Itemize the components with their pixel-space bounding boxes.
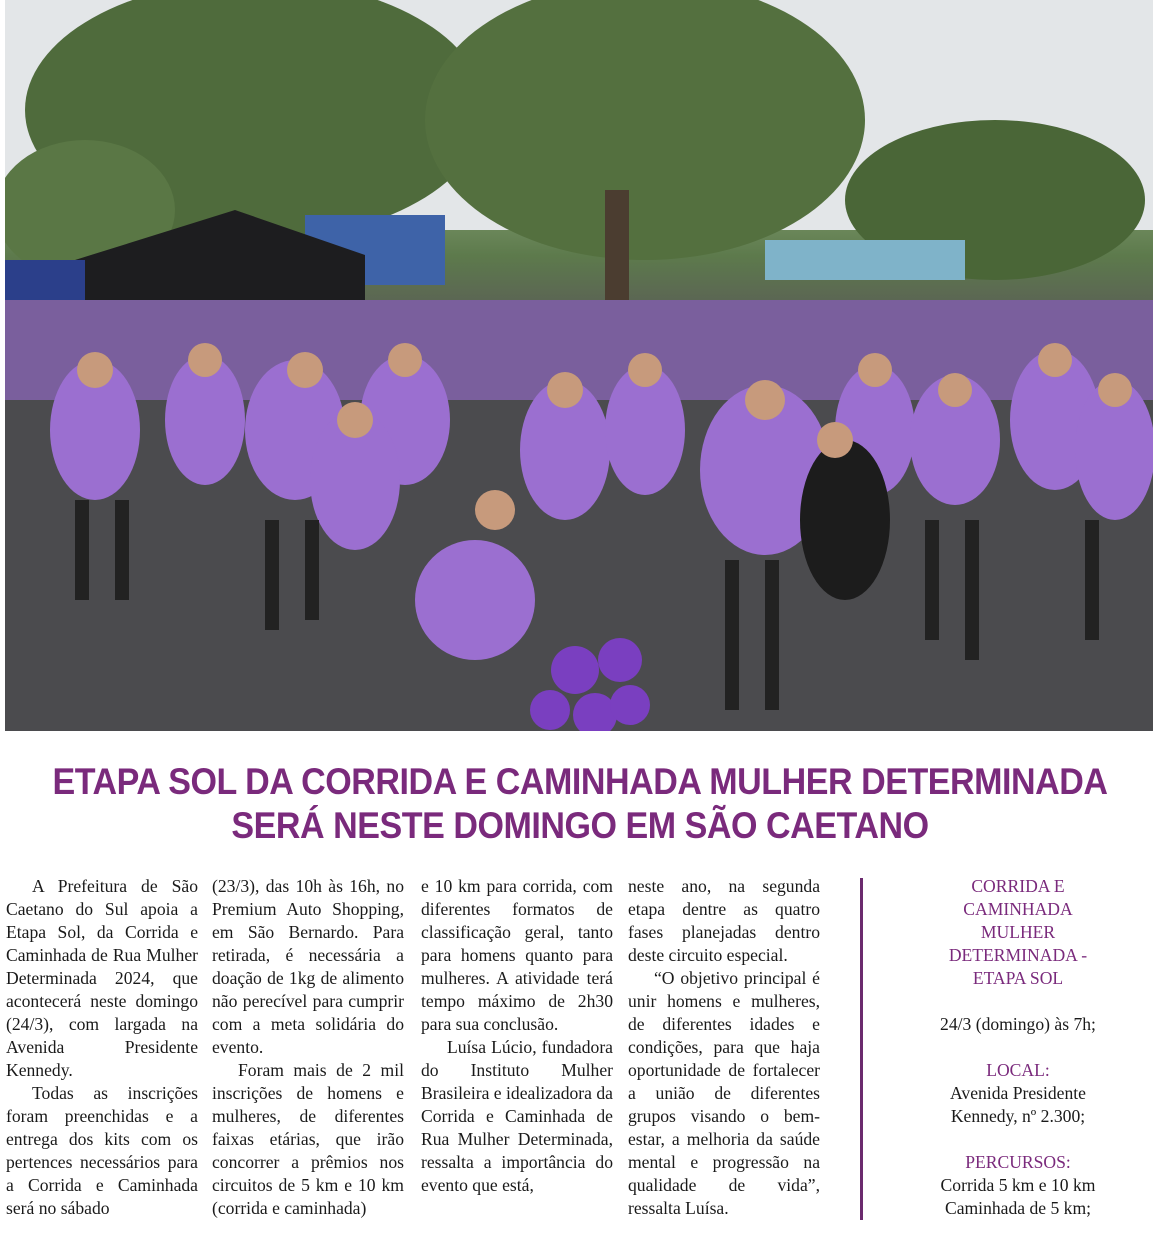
article-paragraph: “O objetivo principal é unir homens e mulheres, de diferentes idades e condições, para que haja oportunidade de fortalecer a união de diferentes grupos visando o bem-estar, a melhoria da saúde mental e progressão na qualidade de vida”, ressalta Luísa. [628,968,820,1218]
article-column-4 [628,875,820,1220]
article-paragraph: neste ano, na segunda etapa dentre as quatro fases planejadas dentro deste circuito especial. [628,876,820,965]
article-paragraph: e 10 km para corrida, com diferentes formatos de classificação geral, tanto para homens quanto para mulheres. A atividade terá tempo máximo de 2h30 para sua conclusão. [421,876,613,1034]
event-info-sidebar [878,875,1158,1220]
sidebar-local-label: LOCAL: [986,1060,1050,1080]
sidebar-date: 24/3 (domingo) às 7h; [940,1014,1096,1034]
headline [46,760,1113,848]
sidebar-local-value: Avenida Presidente Kennedy, nº 2.300; [950,1083,1086,1126]
article-column-1 [6,875,198,1220]
article-paragraph: Luísa Lúcio, fundadora do Instituto Mulher Brasileira e idealizadora da Corrida e Caminhada de Rua Mulher Determinada, ressalta a importância do evento que está, [421,1037,613,1195]
article-column-2 [212,875,404,1220]
sidebar-percursos-line-1: Corrida 5 km e 10 km [940,1175,1096,1195]
event-photo [5,0,1153,731]
sidebar-percursos-label: PERCURSOS: [965,1152,1071,1172]
headline-line-2: SERÁ NESTE DOMINGO EM SÃO CAETANO [231,805,929,846]
article-paragraph: Todas as inscrições foram preenchidas e a entrega dos kits com os pertences necessários para a Corrida e Caminhada será no sábado [6,1083,198,1218]
sidebar-percursos-line-2: Caminhada de 5 km; [944,1198,1092,1218]
article-paragraph: Foram mais de 2 mil inscrições de homens e mulheres, de diferentes faixas etárias, que irão concorrer a prêmios nos circuitos de 5 km e 10 km (corrida e caminhada) [212,1060,404,1218]
group-photo-icon [5,0,1153,731]
sidebar-title: CORRIDA E CAMINHADA MULHER DETERMINADA - ETAPA SOL [948,876,1088,988]
headline-line-1: ETAPA SOL DA CORRIDA E CAMINHADA MULHER DETERMINADA [52,761,1108,802]
sidebar-divider [860,878,863,1220]
article-paragraph: (23/3), das 10h às 16h, no Premium Auto Shopping, em São Bernardo. Para retirada, é necessária a doação de 1kg de alimento não perecível para cumprir com a meta solidária do evento. [212,876,404,1057]
article-column-3 [421,875,613,1197]
article-paragraph: A Prefeitura de São Caetano do Sul apoia a Etapa Sol, da Corrida e Caminhada de Rua Mulher Determinada 2024, que acontecerá neste domingo (24/3), com largada na Avenida Presidente Kennedy. [6,876,198,1080]
